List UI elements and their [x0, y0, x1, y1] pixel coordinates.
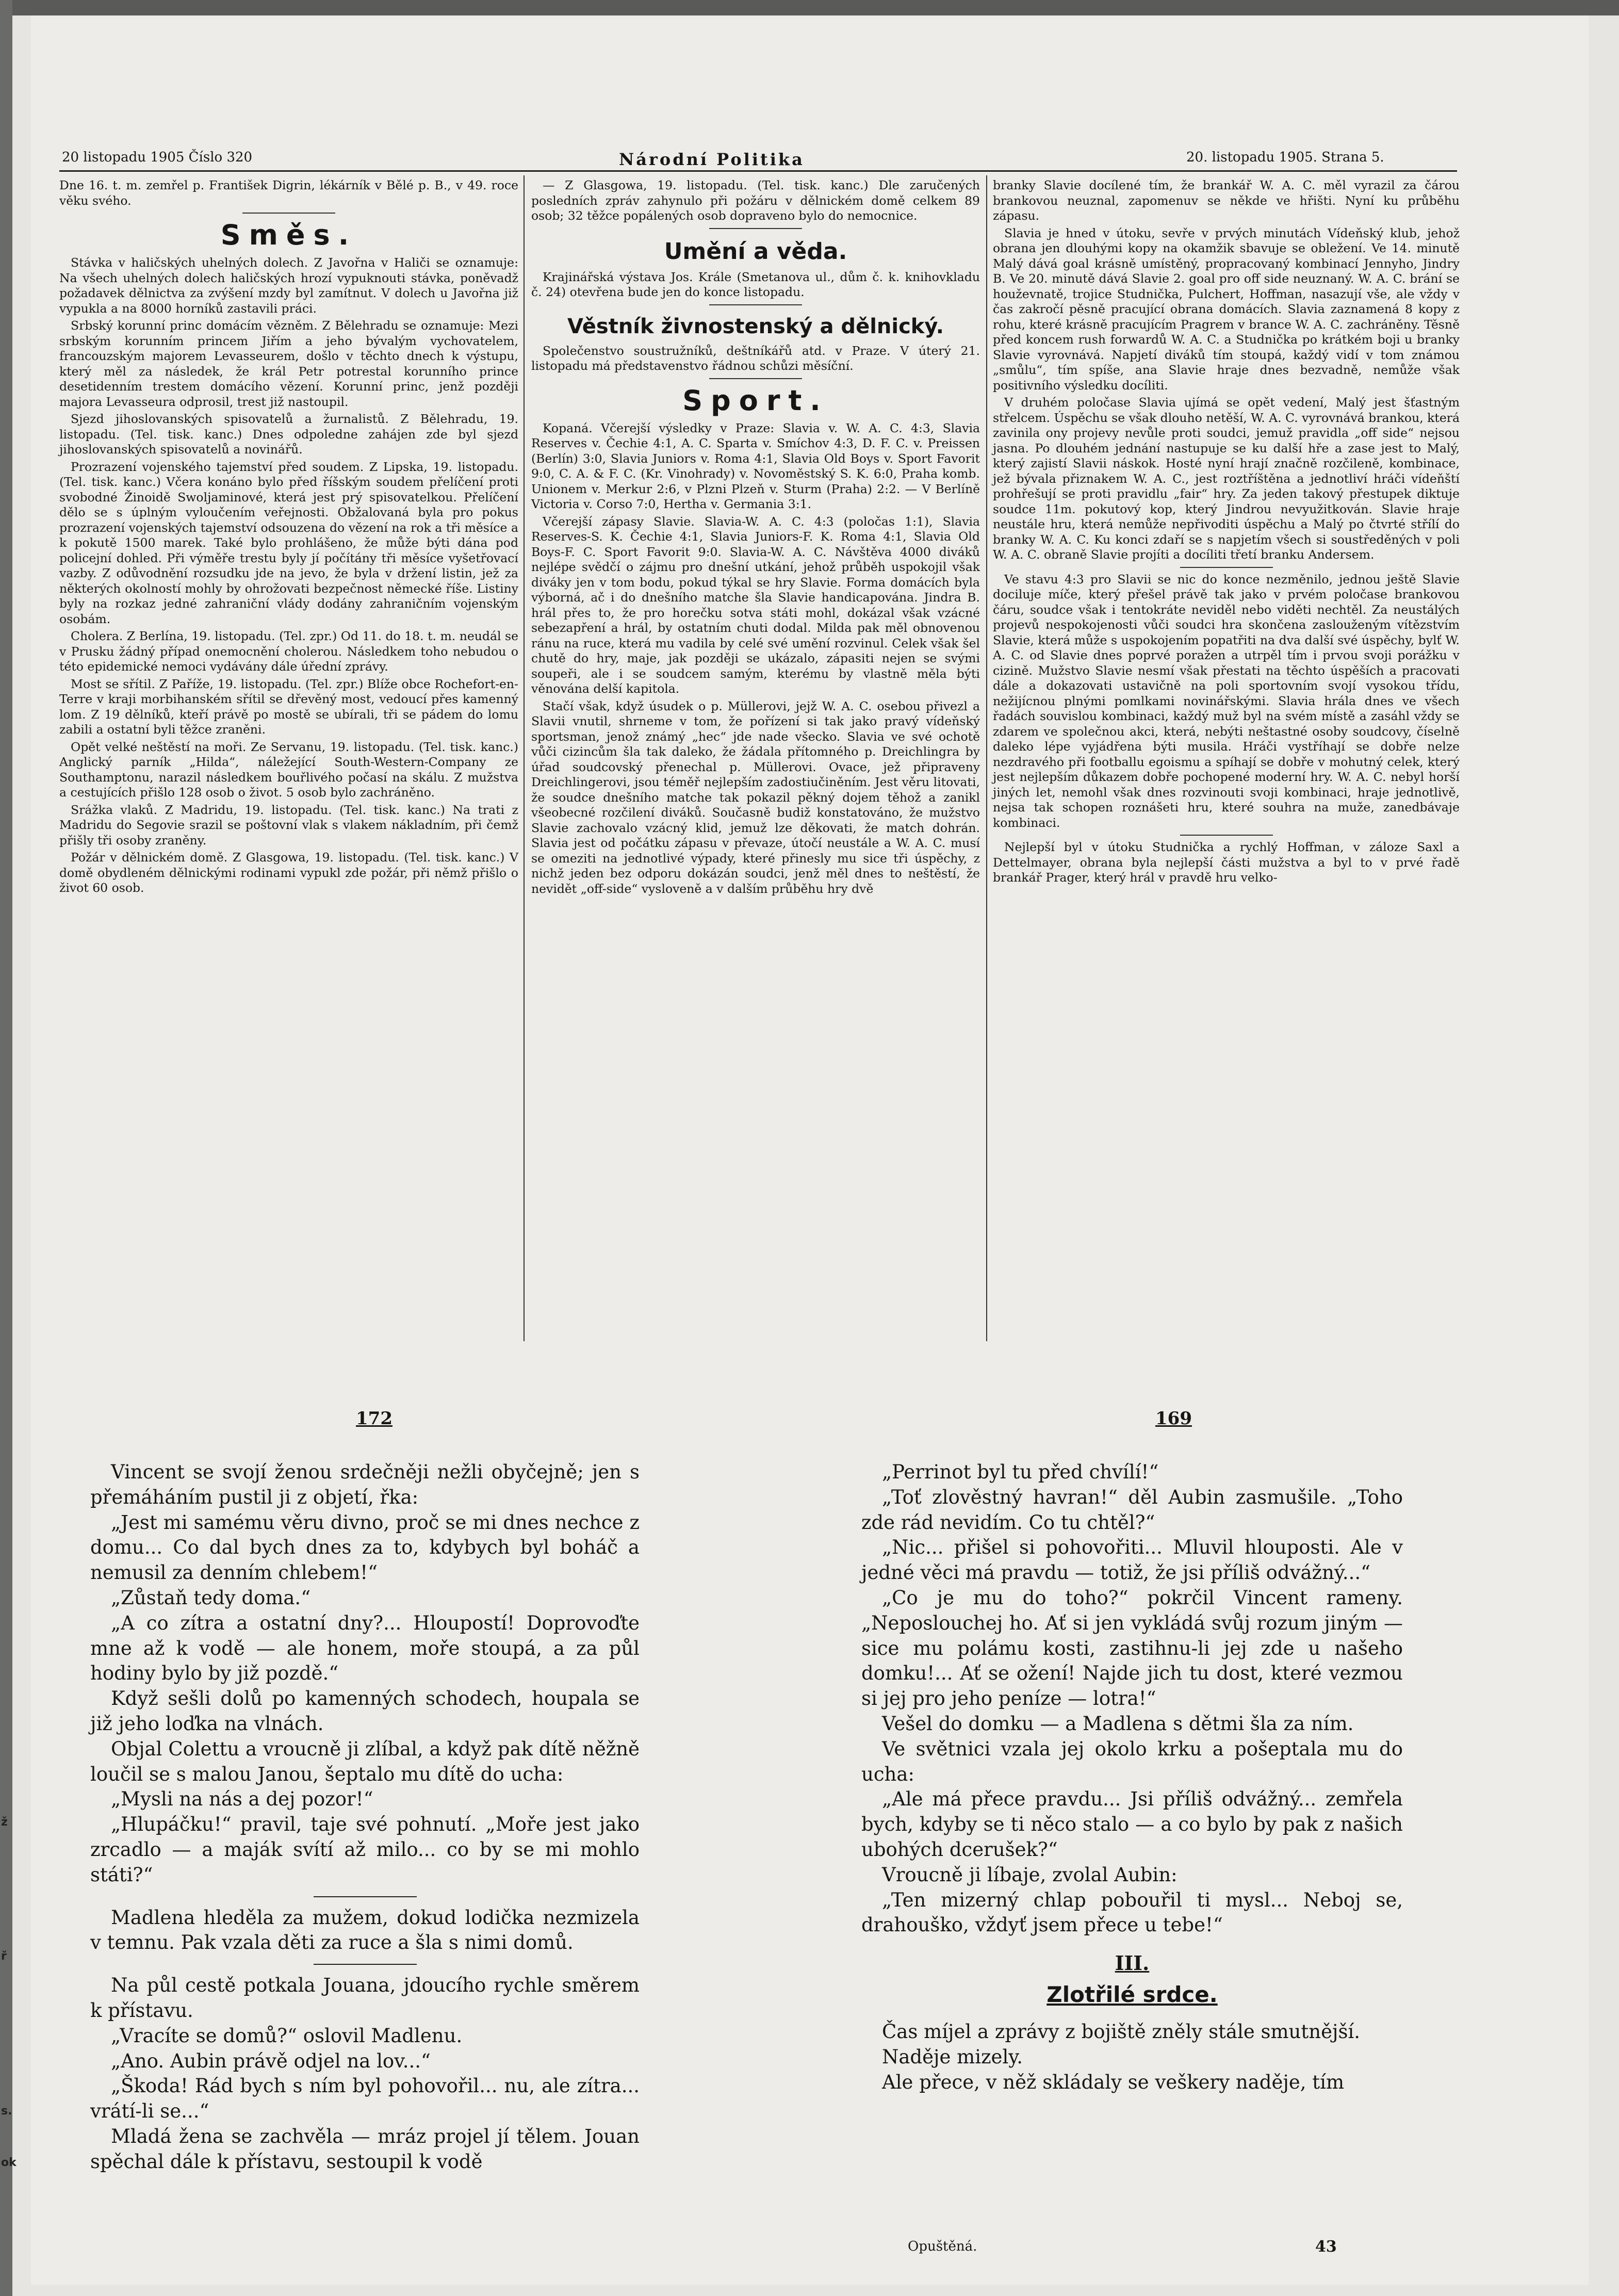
novel-paragraph: Když sešli dolů po kamenných schodech, houpala se již jeho loďka na vlnách.	[90, 1687, 640, 1735]
section-heading-vestnik: Věstník živnostenský a dělnický.	[567, 314, 944, 338]
article-paragraph: Slavia je hned v útoku, sevře v prvých minutách Vídeňský klub, jehož obrana jen dlouhými kopy na okamžik sbavuje se obležení. Ve 14. minutě Malý dává goal krásně umístěný, propracovaný kombinací Jennyho, Jindry B. Ve 20. minutě dává Slavie 2. goal pro off side neuznaný. W. A. C. brání se houževnatě, trojice Studnička, Pulchert, Hoffman, nasazují vše, ale vždy v čas zakročí pěsně pracující obrana domácích. Slavia zaznamená 8 kopy z rohu, které krásně pracujícím Pragrem v brance W. A. C. zachráněny. Těsně před koncem rush forwardů W. A. C. a Studnička po krátkém boji u branky Slavie vyrovnává. Napjetí diváků tím stoupá, každý vidí v tom známou „smůlu“, tím spíše, ana Slavie hraje dnes bezvadně, nemůže však positivního výsledku docíliti.	[993, 225, 1460, 393]
novel-paragraph: „Ano. Aubin právě odjel na lov...“	[111, 2049, 431, 2072]
novel-paragraph: „Toť zlověstný havran!“ děl Aubin zasmušile. „Toho zde rád nevidím. Co tu chtěl?“	[861, 1486, 1403, 1534]
divider	[1180, 835, 1273, 836]
novel-paragraph: Naděje mizely.	[882, 2045, 1023, 2068]
article-paragraph: Sjezd jihoslovanských spisovatelů a žurnalistů. Z Bělehradu, 19. listopadu. (Tel. tisk. kanc.) Dnes odpoledne zahájen zde byl sjezd jihoslovanských spisovatelů a novinářů.	[59, 412, 518, 457]
novel-paragraph: Vroucně ji líbaje, zvolal Aubin:	[882, 1863, 1178, 1886]
margin-fragment: ř	[1, 1950, 7, 1963]
novel-paragraph: Vincent se svojí ženou srdečněji nežli obyčejně; jen s přemáháním pustil ji z objetí, řka:	[90, 1461, 640, 1508]
novel-paragraph: „Jest mi samému věru divno, proč se mi dnes nechce z domu... Co dal bych dnes za to, kdybych byl boháč a nemusil za denním chlebem!“	[90, 1511, 640, 1584]
article-paragraph: Most se sřítil. Z Paříže, 19. listopadu. (Tel. zpr.) Blíže obce Rochefort-en-Terre v kraji morbihanském sřítil se dřevěný most, vedoucí přes kamenný lom. Z 19 dělníků, kteří právě po mostě se ubírali, tři se pádem do lomu zabili a ostatní byli těžce zraněni.	[59, 676, 518, 737]
article-paragraph: Včerejší zápasy Slavie. Slavia-W. A. C. 4:3 (poločas 1:1), Slavia Reserves-S. K. Čechie 4:1, Slavia Juniors-F. K. Roma 4:1, Slavia Old Boys-F. C. Sport Favorit 9:0. Slavia-W. A. C. Návštěva 4000 diváků nejlépe svědčí o zájmu pro dnešní utkání, jehož průběh uspokojil však diváky jen v tom bodu, pokud týkal se hry Slavie. Forma domácích byla výborná, ač i do dnešního matche šla Slavie handicapována. Jindra B. hrál přes to, že pro horečku sotva státi mohl, dokázal však vzácné sebezapření a hrál, by ostatním chuti dodal. Milda pak měl obnovenou ránu na ruce, která mu vadila by celé své umění rozvinul. Celek však šel chutě do hry, maje, jak později se ukázalo, zápasiti nejen se svými soupeři, ale i se soudcem samým, kterému by vlastně měla býti věnována delší kapitola.	[531, 514, 980, 696]
novel-paragraph: Čas míjel a zprávy z bojiště zněly stále smutnější.	[882, 2021, 1361, 2043]
chapter-title: Zlotřilé srdce.	[1046, 1982, 1218, 2008]
column-middle	[531, 178, 980, 1364]
article-paragraph: Krajinářská výstava Jos. Krále (Smetanova ul., dům č. k. knihovkladu č. 24) otevřena bude jen do konce listopadu.	[531, 269, 980, 299]
header-issue-date: 20 listopadu 1905 Číslo 320	[62, 150, 253, 165]
margin-fragment: s.	[1, 2105, 12, 2118]
article-paragraph: Společenstvo soustružníků, deštníkářů atd. v Praze. V úterý 21. listopadu má představenstvo řádnou schůzi měsíční.	[531, 343, 980, 373]
novel-footer-sheet-number: 43	[1315, 2238, 1337, 2256]
novel-paragraph: „Hlupáčku!“ pravil, taje své pohnutí. „Moře jest jako zrcadlo — a maják svítí až milo... co by se mi mohlo státi?“	[90, 1813, 640, 1886]
article-paragraph: Opět velké neštěstí na moři. Ze Servanu, 19. listopadu. (Tel. tisk. kanc.) Anglický parník „Hilda“, náležející South-Western-Company ze Southamptonu, narazil následkem bouřlivého počasí na skálu. Z mužstva a cestujících přišlo 128 osob o život. 5 osob bylo zachráněno.	[59, 739, 518, 800]
divider	[709, 378, 802, 379]
novel-paragraph: „Perrinot byl tu před chvílí!“	[882, 1461, 1159, 1483]
novel-paragraph: „Co je mu do toho?“ pokrčil Vincent rameny. „Neposlouchej ho. Ať si jen vykládá svůj rozum jiným — sice mu polámu kosti, zastihnu-li jej zde u našeho domku!... Ať se ožení! Najde jich tu dost, které vezmou si jej pro jeho peníze — lotra!“	[861, 1586, 1403, 1710]
article-paragraph: Cholera. Z Berlína, 19. listopadu. (Tel. zpr.) Od 11. do 18. t. m. neudál se v Prusku žádný případ onemocnění cholerou. Následkem toho nebudou o této epidemické nemoci vydávány dále úřední zprávy.	[59, 629, 518, 674]
novel-page-number-right: 169	[1155, 1408, 1192, 1429]
margin-fragment: ok	[1, 2156, 17, 2169]
divider	[242, 213, 335, 214]
column-right	[993, 178, 1460, 1364]
novel-paragraph: „Škoda! Rád bych s ním byl pohovořil... nu, ale zítra... vrátí-li se...“	[90, 2075, 640, 2123]
novel-paragraph: „Vracíte se domů?“ oslovil Madlenu.	[111, 2024, 463, 2047]
novel-page-left	[90, 1460, 640, 2175]
novel-paragraph: „Nic... přišel si pohovořiti... Mluvil hlouposti. Ale v jedné věci má pravdu — totiž, že jsi příliš odvážný...“	[861, 1536, 1403, 1584]
masthead-title: Národní Politika	[619, 150, 805, 169]
divider	[709, 228, 802, 229]
header-rule	[59, 170, 1457, 172]
margin-fragment: ž	[1, 1816, 8, 1829]
novel-paragraph: Vešel do domku — a Madlena s dětmi šla za ním.	[882, 1712, 1354, 1735]
novel-page-right	[861, 1460, 1403, 2095]
novel-paragraph: Objal Colettu a vroucně ji zlíbal, a když pak dítě něžně loučil se s malou Janou, šeptalo mu dítě do ucha:	[90, 1737, 640, 1785]
novel-page-number-left: 172	[356, 1408, 393, 1429]
novel-paragraph: „Ten mizerný chlap pobouřil ti mysl... Neboj se, drahouško, vždyť jsem přece u tebe!“	[861, 1888, 1403, 1936]
scene-divider	[314, 1896, 417, 1897]
section-heading-umeni: Umění a věda.	[664, 238, 847, 265]
article-paragraph: Srbský korunní princ domácím vězněm. Z Bělehradu se oznamuje: Mezi srbským korunním princem Jiřím a jeho bývalým vychovatelem, francouzským majorem Levasseurem, došlo v těchto dnech k výstupu, který měl za následek, že král Petr potrestal korunního prince desetidenním trestem domácího vězení. Korunní princ, jenž později majora Levasseura odprosil, trest již nastoupil.	[59, 318, 518, 409]
divider	[1180, 567, 1273, 568]
article-paragraph: Srážka vlaků. Z Madridu, 19. listopadu. (Tel. tisk. kanc.) Na trati z Madridu do Segovie srazil se poštovní vlak s vlakem nákladním, při čemž přišly tři osoby zraněny.	[59, 802, 518, 848]
section-heading-sport: Sport.	[682, 384, 829, 417]
chapter-number: III.	[1115, 1951, 1150, 1975]
column-separator	[524, 175, 525, 1341]
article-paragraph: Prozrazení vojenského tajemství před soudem. Z Lipska, 19. listopadu. (Tel. tisk. kanc.) Včera konáno bylo před říšským soudem přelíčení proti svobodné Žinoidě Swoljaminové, která jest prý spisovatelkou. Přelíčení dělo se s úplným vyloučením veřejnosti. Obžalovaná byla pro pokus prozrazení vojenských tajemství odsouzena do vězení na rok a tři měsíce a k pokutě 1500 marek. Také bylo prohlášeno, že může býti dána pod policejní dohled. Při výměře trestu byly jí počítány tři měsíce vyšetřovací vazby. Z odůvodnění rozsudku jde na jevo, že byla v držení listin, jež za některých okolností mohly by ohrožovati bezpečnost německé říše. Listiny byly na rozkaz jedné zahraniční vlády dodány zahraničním vojenským osobám.	[59, 459, 518, 626]
column-left	[59, 178, 518, 1364]
header-page-date: 20. listopadu 1905. Strana 5.	[1186, 150, 1384, 165]
article-paragraph: Stávka v haličských uhelných dolech. Z Javořna v Haliči se oznamuje: Na všech uhelných dolech haličských hrozí vypuknouti stávka, poněvadž požadavek dělnictva za zvýšení mzdy byl zamítnut. V dolech u Javořna již vypukla a na 8000 horníků zastavili práci.	[59, 255, 518, 316]
article-paragraph: branky Slavie docílené tím, že brankář W. A. C. měl vyrazil za čárou brankovou neuznal, zapomenuv se někde ve hřišti. Nyní ku průběhu zápasu.	[993, 178, 1460, 223]
article-paragraph: Kopaná. Včerejší výsledky v Praze: Slavia v. W. A. C. 4:3, Slavia Reserves v. Čechie 4:1, A. C. Sparta v. Smíchov 4:3, D. F. C. v. Preissen (Berlín) 3:0, Slavia Juniors v. Roma 4:1, Slavia Old Boys v. Sport Favorit 9:0, C. A. & F. C. (Kr. Vinohrady) v. Novoměstský S. K. 6:0, Praha komb. Unionem v. Merkur 2:6, v Plzni Plzeň v. Sturm (Praha) 2:2. — V Berlíně Victoria v. Corso 7:0, Hertha v. Germania 3:1.	[531, 420, 980, 511]
novel-paragraph: „Mysli na nás a dej pozor!“	[111, 1788, 373, 1811]
novel-footer-title: Opuštěná.	[908, 2239, 977, 2254]
novel-paragraph: Mladá žena se zachvěla — mráz projel jí tělem. Jouan spěchal dále k přístavu, sestoupil k vodě	[90, 2125, 640, 2173]
scene-divider	[314, 1964, 417, 1965]
article-paragraph: V druhém poločase Slavia ujímá se opět vedení, Malý jest šťastným střelcem. Úspěchu se však dlouho netěší, W. A. C. vyrovnává brankou, která zavinila ony projevy nevůle proti soudci, jemuž pravidla „off side“ nejsou jasna. Po dlouhém jednání nastupuje se ku další hře a zase jest to Malý, který zajistí Slavii náskok. Hosté nyní hrají značně rozčileně, kombinace, jež bývala přiznakem W. A. C., jest roztříštěna a jednotliví hráči vídeňští prohřešují se proti pravidlu „fair“ hry. Za jeden takový přestupek diktuje soudce 11m. pokutový kop, který Jindrou nevyužitkován. Slavie hraje neustále hru, která nemůže nepřivoditi úspěchu a Malý po čtvrté střílí do branky W. A. C. Ku konci zdaří se s napjetím všech si soustředěných v poli W. A. C. obraně Slavie projíti a docíliti třetí branku Andersem.	[993, 395, 1460, 562]
article-paragraph: Ve stavu 4:3 pro Slavii se nic do konce nezměnilo, jednou ještě Slavie dociluje míče, který přešel právě tak jako v prvém poločase brankovou čáru, soudce však i tentokráte neviděl nebo viděti nechtěl. Za neustálých projevů nespokojenosti vůči soudci hra skončena zaslouženým vítězstvím Slavie, která může s uspokojením popatřiti na dva další své úspěchy, bylť W. A. C. od Slavie dnes poprvé poražen a utrpěl tím i prvou svoji porážku v cizině. Mužstvo Slavie nesmí však přestati na těchto úspěších a pracovati dále a dokazovati ustavičně na poli sportovním svojí vysokou třídu, nežijícnou plnými pomlkami novinářskými. Slavia hrála dnes ve všech řadách souvislou kombinaci, každý muž byl na svém místě a zasáhl vždy se zdarem ve společnou akci, která, nebýti neštastné osoby soudcovy, číselně daleko lépe vyjádřena býti musila. Hráči vystříhají se dobře nelze nezdravého při footballu egoismu a spíhají se dobře v mohutný celek, který jest nejlepším důkazem dobře pochopené moderní hry. W. A. C. nebyl horší jiných let, nemohl však dnes rozvinouti svoji kombinaci, hraje jednotlivě, nejsa tak schopen roznášeti hru, které souhra na muže, zanedbávaje kombinaci.	[993, 572, 1460, 830]
article-paragraph: Stačí však, když úsudek o p. Müllerovi, jejž W. A. C. osebou přivezl a Slavii vnutil, shrneme v tom, že pořízení si tak jako pravý vídeňský sportsman, jenož známý „hec“ jde nade všecko. Slavia ve své ochotě vůči cizincům šla tak daleko, že žádala přítomného p. Dreichlingra by úřad soudcovský přenechal p. Müllerovi. Ovace, jež připraveny Dreichlingerovi, jsou téměř nejlepším zadostiučiněním. Jest věru litovati, že soudce dnešního matche tak pokazil pěkný dojem těhož a zanikl všeobecné rozčilení diváků. Současně budiž konstatováno, že mužstvo Slavie zachovalo vzácný klid, jemuž lze děkovati, že match dohrán. Slavia jest od počátku zápasu v převaze, útočí neustále a W. A. C. musí se omeziti na jednotlivé výpady, které přinesly mu sice tři úspěchy, z nichž jeden bez odporu dokázán soudci, jenž měl dnes to neštěstí, že nevidět „off-side“ vysloveně a v dalším průběhu hry dvě	[531, 698, 980, 896]
notice-paragraph: Dne 16. t. m. zemřel p. František Digrin, lékárník v Bělé p. B., v 49. roce věku svého.	[59, 178, 518, 208]
section-heading-smes: Směs.	[220, 219, 357, 251]
article-paragraph: Nejlepší byl v útoku Studnička a rychlý Hoffman, v záloze Saxl a Dettelmayer, obrana byla nejlepší části mužstva a byl to v prvé řadě brankář Prager, který hrál v pravdě hru velko-	[993, 840, 1460, 885]
novel-paragraph: Ve světnici vzala jej okolo krku a pošeptala mu do ucha:	[861, 1737, 1403, 1785]
article-paragraph: — Z Glasgowa, 19. listopadu. (Tel. tisk. kanc.) Dle zaručených posledních zpráv zahynulo při požáru v dělnickém domě celkem 89 osob; 32 těžce popálených osob dopraveno bylo do nemocnice.	[531, 178, 980, 223]
novel-paragraph: „A co zítra a ostatní dny?... Hloupostí! Doprovoďte mne až k vodě — ale honem, moře stoupá, a za půl hodiny bylo by již pozdě.“	[90, 1611, 640, 1685]
article-paragraph: Požár v dělnickém domě. Z Glasgowa, 19. listopadu. (Tel. tisk. kanc.) V domě obydleném dělnickými rodinami vypukl zde požár, při němž přišlo o život 60 osob.	[59, 850, 518, 895]
column-separator	[986, 175, 987, 1341]
novel-paragraph: Na půl cestě potkala Jouana, jdoucího rychle směrem k přístavu.	[90, 1974, 640, 2022]
divider	[709, 304, 802, 305]
novel-paragraph: „Ale má přece pravdu... Jsi příliš odvážný... zemřela bych, kdyby se ti něco stalo — a co bylo by pak z našich ubohých dcerušek?“	[861, 1788, 1403, 1861]
novel-paragraph: Madlena hleděla za mužem, dokud lodička nezmizela v temnu. Pak vzala děti za ruce a šla s nimi domů.	[90, 1906, 640, 1954]
novel-paragraph: „Zůstaň tedy doma.“	[111, 1586, 311, 1609]
scan-top-edge	[0, 0, 1619, 15]
novel-paragraph: Ale přece, v něž skládaly se veškery naděje, tím	[882, 2071, 1345, 2093]
